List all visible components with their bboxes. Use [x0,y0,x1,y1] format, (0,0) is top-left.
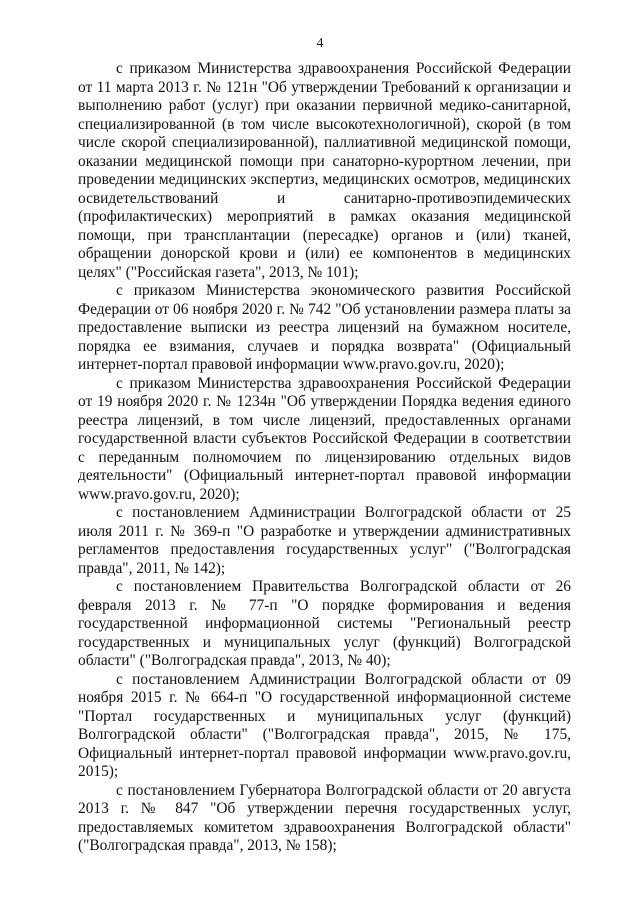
paragraph-order-742: с приказом Министерства экономического развития Российской Федерации от 06 ноября 2020 г. № 742 "Об установлении размера платы за предоставление выписки из реестра лицензий на бумажном носителе, порядка ее взимания, случаев и порядка возврата" (Официальный интернет-портал правовой информации www.pravo.gov.ru, 2020); [78,282,571,373]
document-body [78,60,571,856]
paragraph-order-121n: с приказом Министерства здравоохранения Российской Федерации от 11 марта 2013 г. № 121н "Об утверждении Требований к организации и выполнению работ (услуг) при оказании первичной медико-санитарной, специализированной (в том числе высокотехнологичной), скорой (в том числе скорой специализированной), паллиативной медицинской помощи, оказании медицинской помощи при санаторно-курортном лечении, при проведении медицинских экспертиз, медицинских осмотров, медицинских освидетельствований и санитарно-противоэпидемических (профилактических) мероприятий в рамках оказания медицинской помощи, при трансплантации (пересадке) органов и (или) тканей, обращении донорской крови и (или) ее компонентов в медицинских целях" ("Российская газета", 2013, № 101); [78,60,571,281]
paragraph-resolution-369p: с постановлением Администрации Волгоградской области от 25 июля 2011 г. № 369-п "О разработке и утверждении административных регламентов предоставления государственных услуг" ("Волгоградская правда", 2011, № 142); [78,504,571,577]
paragraph-resolution-77p: с постановлением Правительства Волгоградской области от 26 февраля 2013 г. № 77-п "О порядке формирования и ведения государственной информационной системы "Региональный реестр государственных и муниципальных услуг (функций) Волгоградской области" ("Волгоградская правда", 2013, № 40); [78,578,571,669]
paragraph-resolution-847: с постановлением Губернатора Волгоградской области от 20 августа 2013 г. № 847 "Об утверждении перечня государственных услуг, предоставляемых комитетом здравоохранения Волгоградской области" ("Волгоградская правда", 2013, № 158); [78,781,571,854]
paragraph-order-1234n: с приказом Министерства здравоохранения Российской Федерации от 19 ноября 2020 г. № 1234н "Об утверждении Порядка ведения единого реестра лицензий, в том числе лицензий, предоставленных органами государственной власти субъектов Российской Федерации в соответствии с переданным полномочием по лицензированию отдельных видов деятельности" (Официальный интернет-портал правовой информации www.pravo.gov.ru, 2020); [78,374,571,503]
page-number: 4 [316,36,324,51]
paragraph-resolution-664p: с постановлением Администрации Волгоградской области от 09 ноября 2015 г. № 664-п "О государственной информационной системе "Портал государственных и муниципальных услуг (функций) Волгоградской области" ("Волгоградская правда", 2015, № 175, Официальный интернет-портал правовой информации www.pravo.gov.ru, 2015); [78,670,571,780]
